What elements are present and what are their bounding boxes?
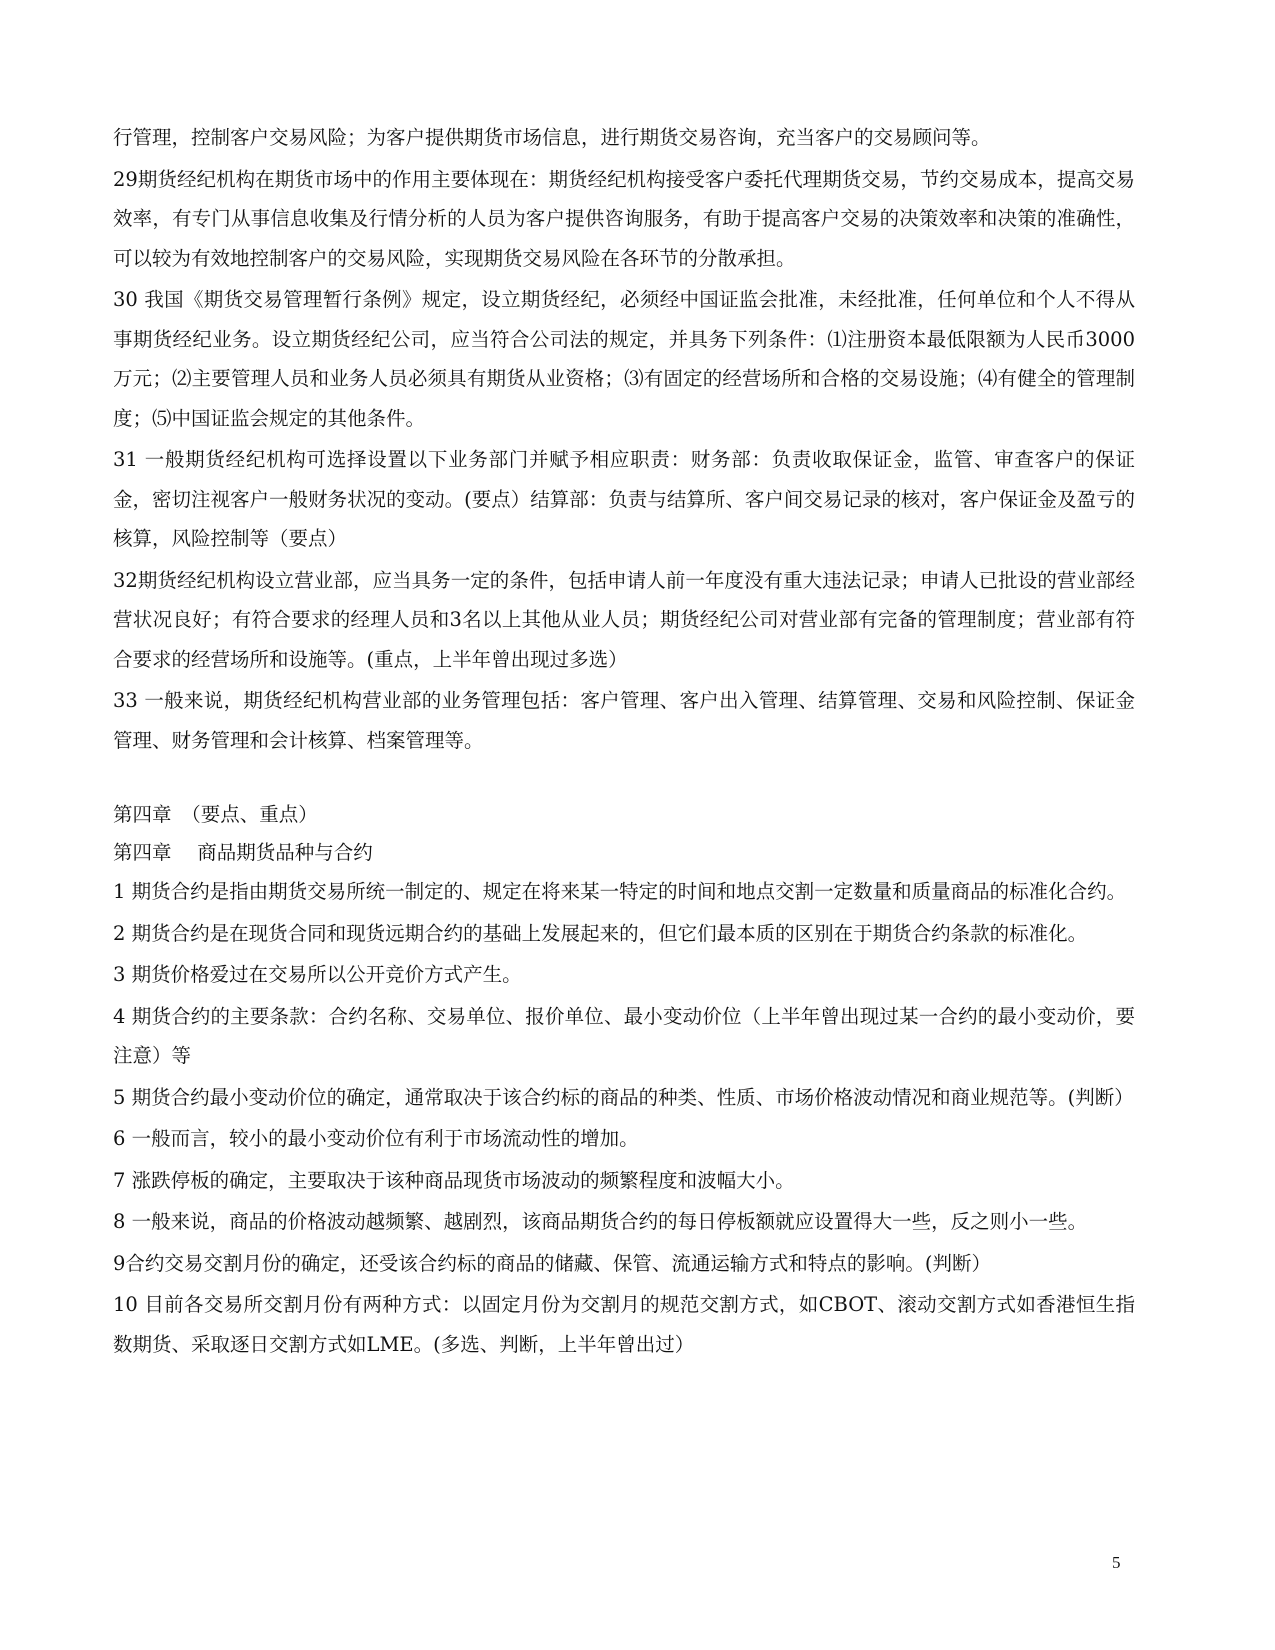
paragraph-32: 32期货经纪机构设立营业部，应当具务一定的条件，包括申请人前一年度没有重大违法记录；申请人已批设的营业部经营状况良好；有符合要求的经理人员和3名以上其他从业人员；期货经纪公司对营业部有完备的管理制度；营业部有符合要求的经营场所和设施等。(重点，上半年曾出现过多选） <box>113 568 1135 671</box>
paragraph-29: 29期货经纪机构在期货市场中的作用主要体现在：期货经纪机构接受客户委托代理期货交易，节约交易成本，提高交易效率，有专门从事信息收集及行情分析的人员为客户提供咨询服务，有助于提高客户交易的决策效率和决策的准确性，可以较为有效地控制客户的交易风险，实现期货交易风险在各环节的分散承担。 <box>113 167 1135 270</box>
chapter4-item-9: 9合约交易交割月份的确定，还受该合约标的商品的储藏、保管、流通运输方式和特点的影响。(判断） <box>113 1251 992 1275</box>
chapter-heading-emphasis: 第四章 （要点、重点） <box>113 803 318 826</box>
paragraph-31: 31 一般期货经纪机构可选择设置以下业务部门并赋予相应职责：财务部：负责收取保证金，监管、审查客户的保证金，密切注视客户一般财务状况的变动。(要点）结算部：负责与结算所、客户间交易记录的核对，客户保证金及盈亏的核算，风险控制等（要点） <box>113 448 1135 550</box>
page-number: 5 <box>1112 1553 1121 1572</box>
paragraph-33: 33 一般来说，期货经纪机构营业部的业务管理包括：客户管理、客户出入管理、结算管理、交易和风险控制、保证金管理、财务管理和会计核算、档案管理等。 <box>113 689 1135 752</box>
chapter4-item-2: 2 期货合约是在现货合同和现货远期合约的基础上发展起来的，但它们最本质的区别在于期货合约条款的标准化。 <box>113 921 1088 945</box>
chapter4-item-5: 5 期货合约最小变动价位的确定，通常取决于该合约标的商品的种类、性质、市场价格波动情况和商业规范等。(判断） <box>113 1085 1134 1109</box>
chapter4-item-7: 7 涨跌停板的确定，主要取决于该种商品现货市场波动的频繁程度和波幅大小。 <box>113 1168 795 1192</box>
paragraph-30: 30 我国《期货交易管理暂行条例》规定，设立期货经纪，必须经中国证监会批准，未经批准，任何单位和个人不得从事期货经纪业务。设立期货经纪公司，应当符合公司法的规定，并具务下列条件：⑴注册资本最低限额为人民币3000万元；⑵主要管理人员和业务人员必须具有期货从业资格；⑶有固定的经营场所和合格的交易设施；⑷有健全的管理制度；⑸中国证监会规定的其他条件。 <box>113 288 1135 430</box>
chapter4-item-6: 6 一般而言，较小的最小变动价位有利于市场流动性的增加。 <box>113 1127 639 1150</box>
chapter4-item-10: 10 目前各交易所交割月份有两种方式：以固定月份为交割月的规范交割方式，如CBOT、滚动交割方式如香港恒生指数期货、采取逐日交割方式如LME。(多选、判断，上半年曾出过） <box>113 1293 1135 1356</box>
paragraph-continuation: 行管理，控制客户交易风险；为客户提供期货市场信息，进行期货交易咨询，充当客户的交易顾问等。 <box>113 126 991 149</box>
chapter4-item-8: 8 一般来说，商品的价格波动越频繁、越剧烈，该商品期货合约的每日停板额就应设置得大一些，反之则小一些。 <box>113 1210 1088 1233</box>
chapter-heading-title: 第四章 商品期货品种与合约 <box>113 841 373 864</box>
chapter4-item-1: 1 期货合约是指由期货交易所统一制定的、规定在将来某一特定的时间和地点交割一定数量和质量商品的标准化合约。 <box>113 880 1127 903</box>
section-spacer <box>113 762 1135 796</box>
chapter4-item-4: 4 期货合约的主要条款：合约名称、交易单位、报价单位、最小变动价位（上半年曾出现过某一合约的最小变动价，要注意）等 <box>113 1004 1135 1067</box>
chapter4-item-3: 3 期货价格爱过在交易所以公开竞价方式产生。 <box>113 963 522 986</box>
page-content <box>113 118 1135 1366</box>
